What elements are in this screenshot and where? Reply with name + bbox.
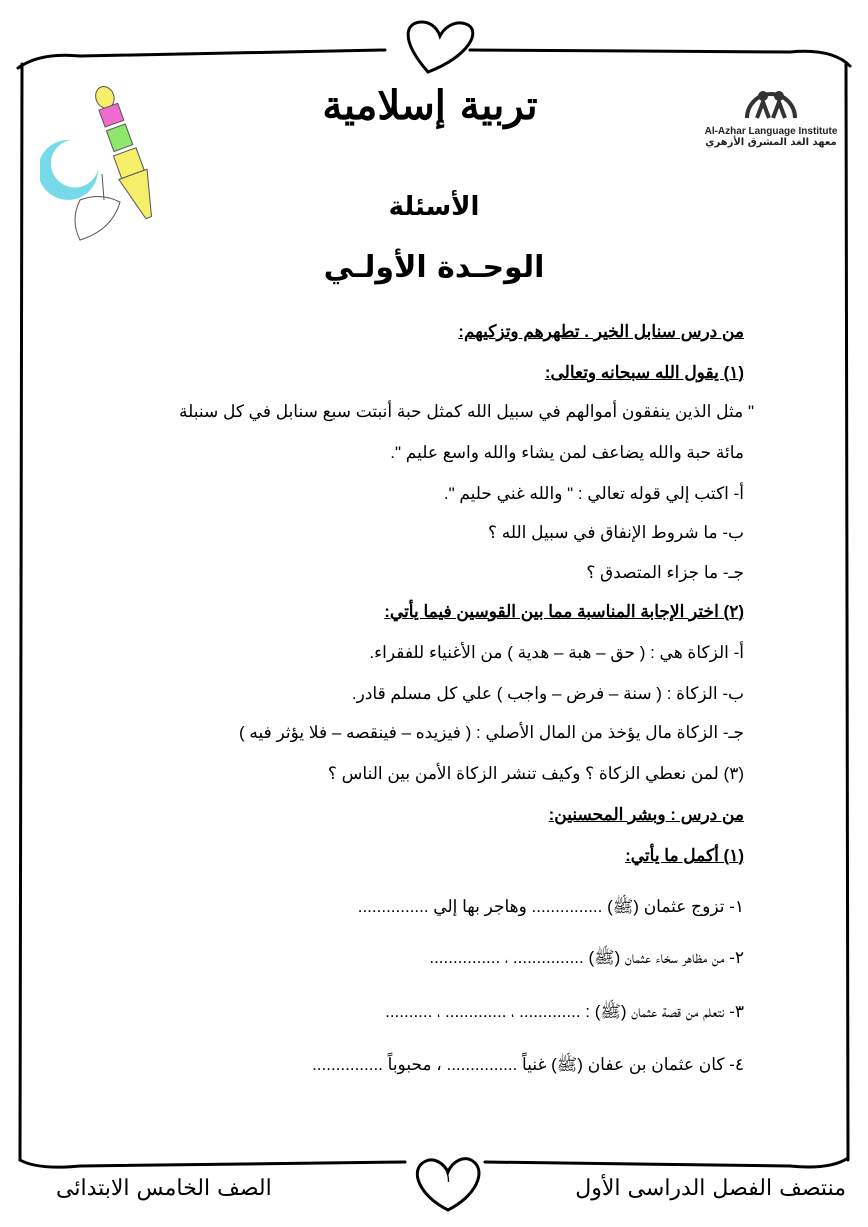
footer-grade: الصف الخامس الابتدائى: [56, 1176, 272, 1201]
question-item: أ- الزكاة هي : ( حق – هبة – هدية ) من الأغنياء للفقراء.: [369, 643, 744, 662]
page-number: ١: [443, 1168, 453, 1186]
page-title: تربية إسلامية: [322, 82, 538, 129]
unit-heading: الوحـدة الأولـي: [323, 250, 545, 285]
logo-emblem-icon: [741, 82, 801, 122]
footer-term: منتصف الفصل الدراسى الأول: [575, 1176, 846, 1201]
logo-text-en: Al-Azhar Language Institute: [704, 126, 838, 137]
section-heading: من درس سنابل الخير . تطهرهم وتزكيهم:: [458, 322, 744, 341]
fill-blank-item: ٤- كان عثمان بن عفان (ﷺ) غنياً ............... ، محبوباً ...............: [312, 1055, 744, 1074]
institute-logo: [686, 82, 856, 148]
questions-heading: الأسئلة: [388, 192, 480, 222]
question-item: أ- اكتب إلي قوله تعالي : " والله غني حليم ".: [443, 484, 744, 503]
question-heading: (١) أكمل ما يأتي:: [625, 846, 744, 865]
fill-blank-item: ١- تزوج عثمان (ﷺ) ............... وهاجر بها إلي ...............: [357, 897, 744, 916]
fill-blank-item: ٢- من مظاهر سخاء عثمان (ﷺ) ............... ، ...............: [429, 948, 744, 967]
logo-text-ar: معهد الغد المشرق الأزهري: [705, 137, 837, 148]
question-heading: (١) يقول الله سبحانه وتعالى:: [544, 363, 744, 382]
verse-line: مائة حبة والله يضاعف لمن يشاء والله واسع عليم ".: [390, 443, 744, 462]
question-item: جـ- ما جزاء المتصدق ؟: [586, 563, 744, 582]
section-heading: من درس : وبشر المحسنين:: [548, 805, 744, 824]
question-item: (٣) لمن نعطي الزكاة ؟ وكيف تنشر الزكاة الأمن بين الناس ؟: [327, 764, 744, 783]
lantern-decoration-icon: [40, 70, 200, 270]
fill-blank-item: ٣- نتعلم من قصة عثمان (ﷺ) : ............. ، ............. ، ..........: [385, 1002, 744, 1021]
verse-line: " مثل الذين ينفقون أموالهم في سبيل الله كمثل حبة أنبتت سبع سنابل في كل سنبلة: [179, 402, 754, 421]
question-item: ب- الزكاة : ( سنة – فرض – واجب ) علي كل مسلم قادر.: [351, 684, 744, 703]
question-item: جـ- الزكاة مال يؤخذ من المال الأصلي : ( فيزيده – فينقصه – فلا يؤثر فيه ): [239, 723, 744, 742]
question-item: ب- ما شروط الإنفاق في سبيل الله ؟: [487, 523, 744, 542]
question-heading: (٢) اختر الإجابة المناسبة مما بين القوسين فيما يأتي:: [384, 602, 744, 621]
